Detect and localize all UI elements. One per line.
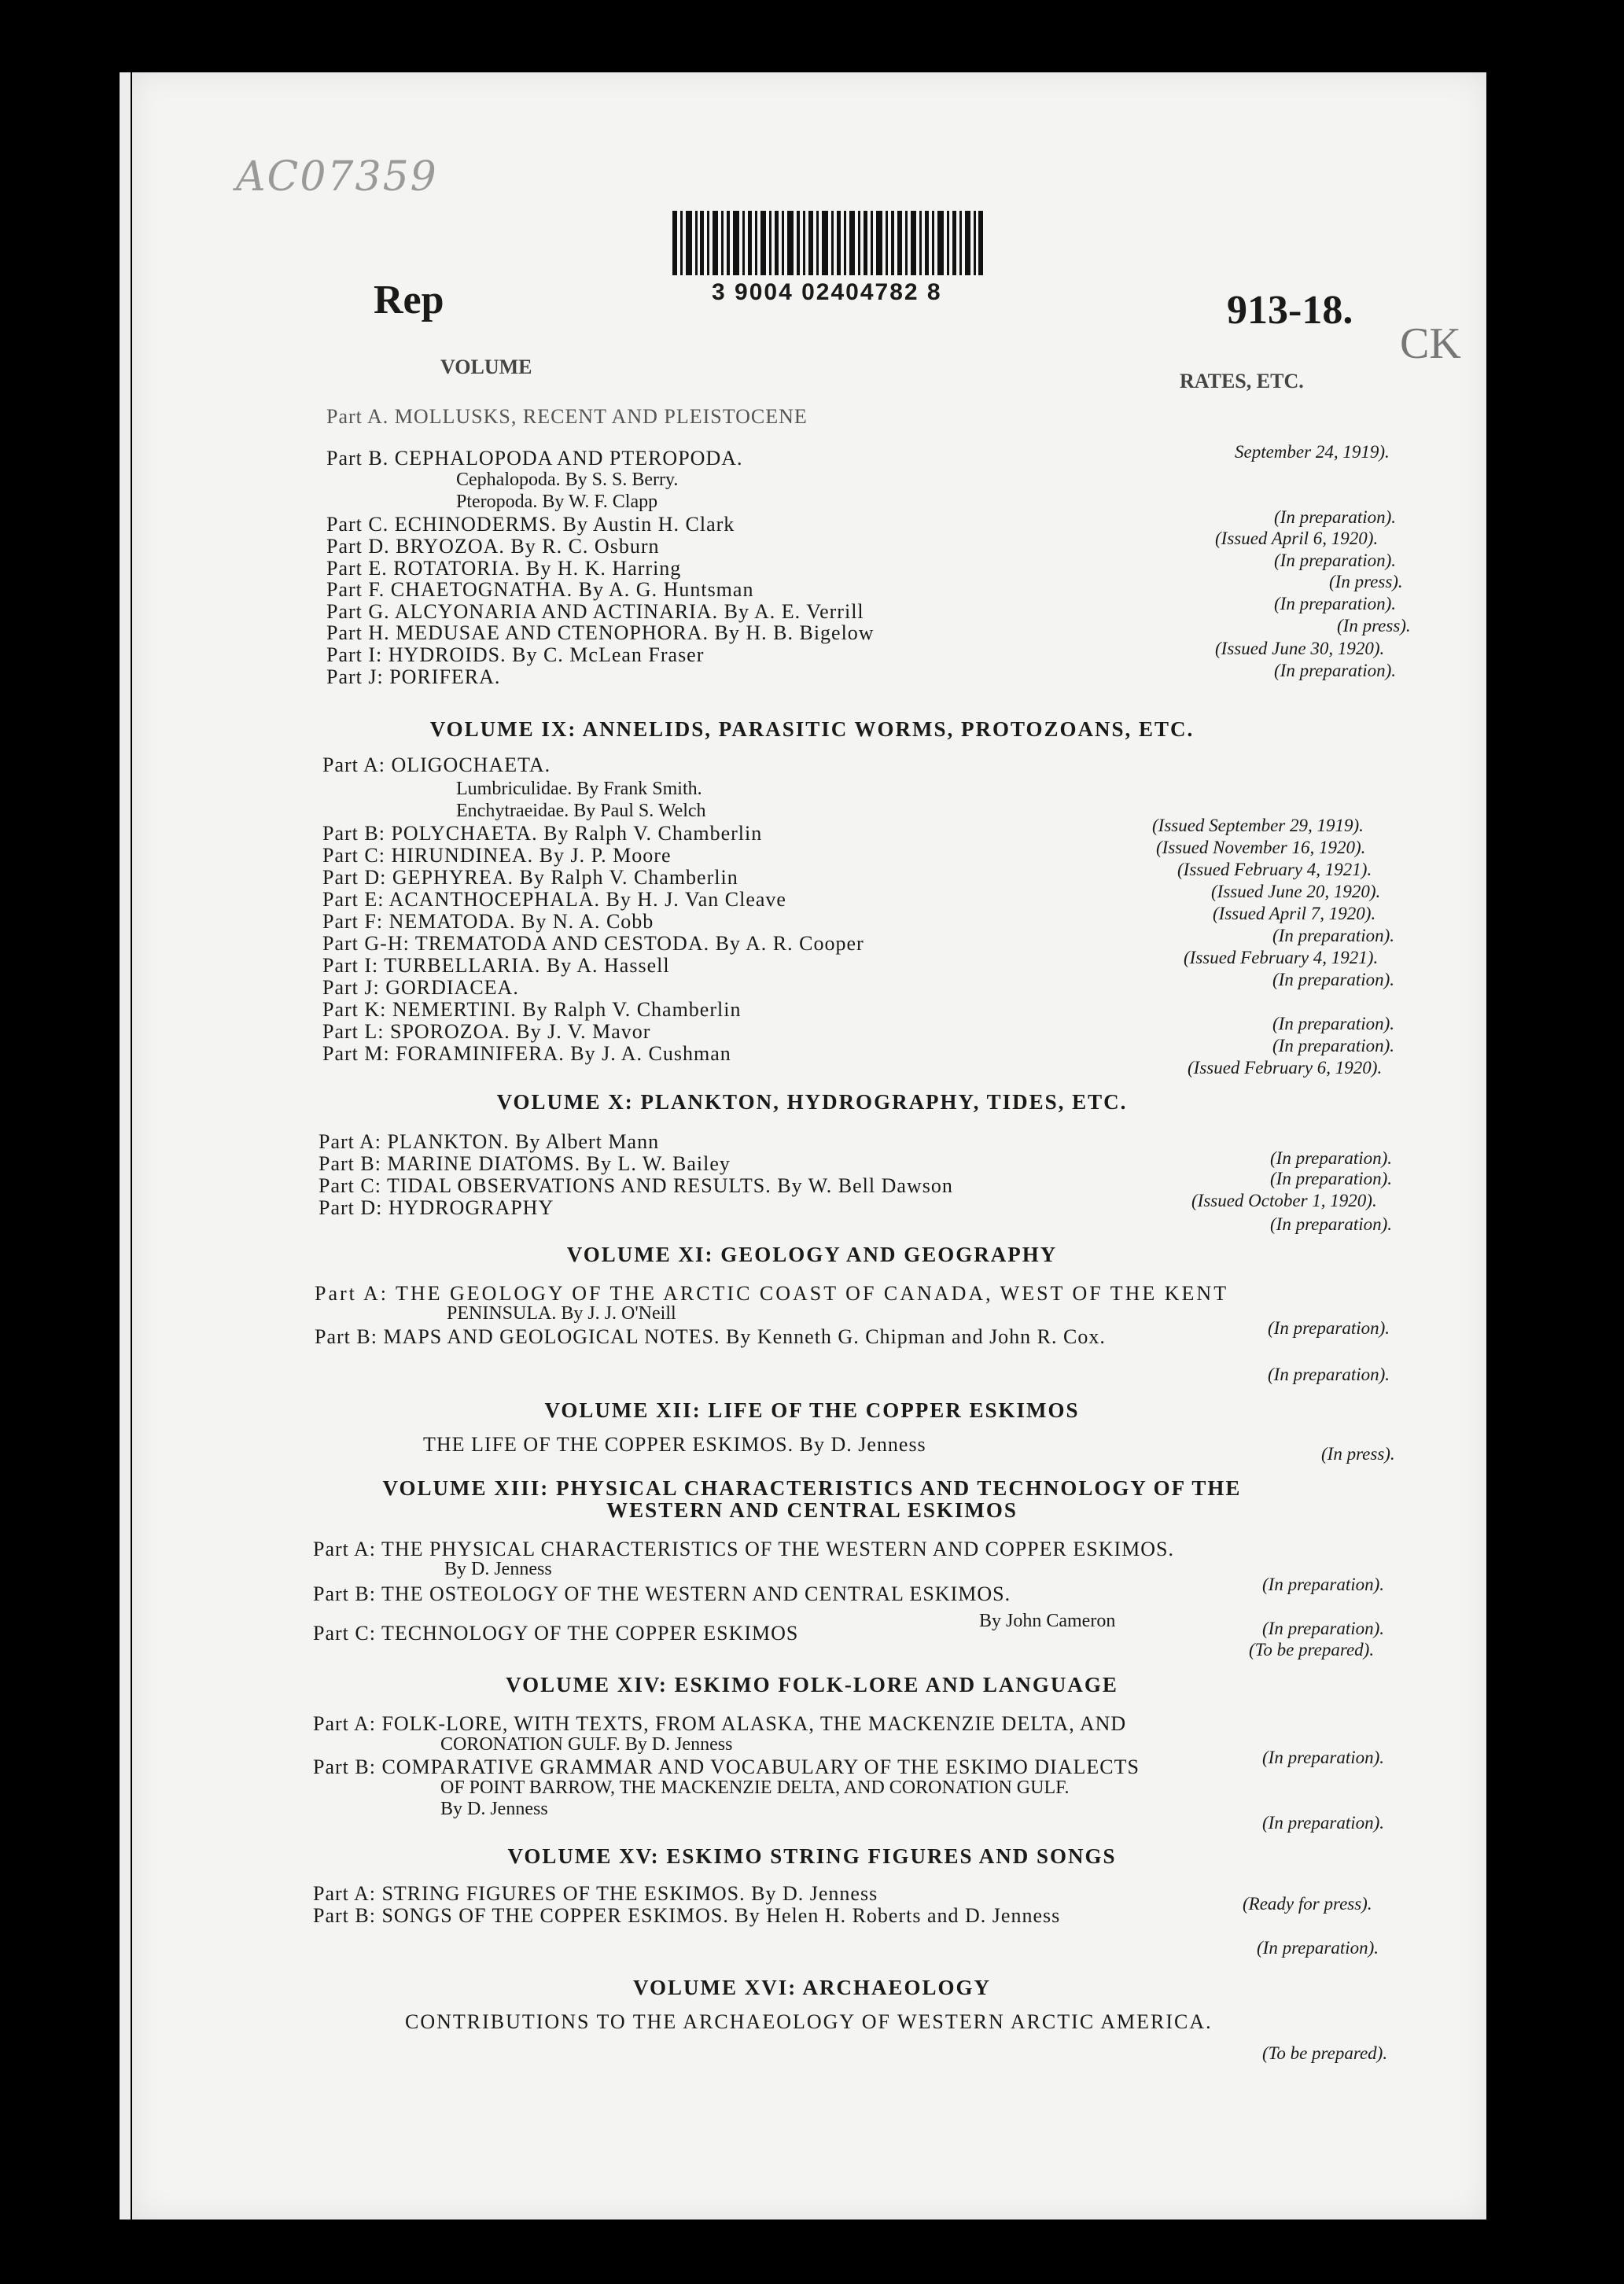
status-v9-e: (Issued April 7, 1920). [1213, 904, 1376, 923]
entry-v10-c: Part C: TIDAL OBSERVATIONS AND RESULTS. By W. Bell Dawson [319, 1174, 953, 1197]
sub-v8-b2: Pteropoda. By W. F. Clapp [456, 492, 658, 512]
entry-v13-a: Part A: THE PHYSICAL CHARACTERISTICS OF THE WESTERN AND COPPER ESKIMOS. [313, 1538, 1174, 1560]
volume-heading-xvi: VOLUME XVI: ARCHAEOLOGY [633, 1976, 991, 1999]
status-v11-a: (In preparation). [1268, 1318, 1390, 1338]
volume-heading-ix: VOLUME IX: ANNELIDS, PARASITIC WORMS, PROTOZOANS, ETC. [429, 717, 1195, 741]
status-v9-d: (Issued June 20, 1920). [1211, 882, 1381, 901]
sub-v14-a2: CORONATION GULF. By D. Jenness [440, 1734, 733, 1755]
entry-v11-b: Part B: MAPS AND GEOLOGICAL NOTES. By Kenneth G. Chipman and John R. Cox. [315, 1325, 1106, 1348]
entry-v9-e: Part E: ACANTHOCEPHALA. By H. J. Van Cleave [322, 888, 786, 911]
status-v8-f: (In preparation). [1274, 594, 1397, 613]
sub-v13-b2: By John Cameron [979, 1611, 1116, 1631]
page-title-right: 913-18. [1227, 288, 1353, 333]
entry-v14-a: Part A: FOLK-LORE, WITH TEXTS, FROM ALASKA, THE MACKENZIE DELTA, AND [313, 1712, 1127, 1735]
entry-v9-c: Part C: HIRUNDINEA. By J. P. Moore [322, 844, 672, 867]
entry-v11-a: Part A: THE GEOLOGY OF THE ARCTIC COAST OF CANADA, WEST OF THE KENT [315, 1282, 1229, 1305]
status-v12-a: (In press). [1321, 1444, 1395, 1464]
entry-v10-d: Part D: HYDROGRAPHY [319, 1196, 554, 1219]
entry-v13-b: Part B: THE OSTEOLOGY OF THE WESTERN AND CENTRAL ESKIMOS. [313, 1582, 1011, 1605]
status-v9-m: (Issued February 6, 1920). [1188, 1058, 1383, 1078]
sub-v14-b3: By D. Jenness [440, 1799, 548, 1819]
entry-v8-d: Part D. BRYOZOA. By R. C. Osburn [326, 535, 660, 558]
sub-v11-a2: PENINSULA. By J. J. O'Neill [447, 1303, 676, 1324]
status-v9-c: (Issued February 4, 1921). [1177, 860, 1372, 879]
status-v10-b: (In preparation). [1270, 1169, 1393, 1188]
status-v10-c: (Issued October 1, 1920). [1191, 1191, 1377, 1210]
sub-v13-a2: By D. Jenness [444, 1559, 552, 1579]
entry-v15-a: Part A: STRING FIGURES OF THE ESKIMOS. By D. Jenness [313, 1882, 878, 1905]
entry-v9-gh: Part G-H: TREMATODA AND CESTODA. By A. R. Cooper [322, 932, 864, 955]
entry-v9-b: Part B: POLYCHAETA. By Ralph V. Chamberlin [322, 822, 763, 845]
status-v9-b: (Issued November 16, 1920). [1156, 838, 1366, 857]
status-v8-e: (In press). [1329, 572, 1403, 591]
status-v10-a: (In preparation). [1270, 1148, 1393, 1168]
entry-v10-a: Part A: PLANKTON. By Albert Mann [319, 1130, 660, 1153]
barcode-icon [672, 211, 983, 275]
status-v9-i: (In preparation). [1272, 970, 1395, 989]
entry-v8-b: Part B. CEPHALOPODA AND PTEROPODA. [326, 447, 743, 470]
status-v8-i: (In preparation). [1274, 661, 1397, 680]
entry-v9-l: Part L: SPOROZOA. By J. V. Mavor [322, 1020, 651, 1043]
status-v15-b: (In preparation). [1257, 1938, 1379, 1958]
status-v14-b: (In preparation). [1262, 1813, 1385, 1833]
status-v14-a: (In preparation). [1262, 1748, 1385, 1767]
status-v13-b: (In preparation). [1262, 1619, 1385, 1638]
page-title-left: Rep [374, 278, 444, 322]
entry-v8-g: Part G. ALCYONARIA AND ACTINARIA. By A. E. Verrill [326, 600, 864, 623]
status-v8-c: (Issued April 6, 1920). [1215, 529, 1379, 548]
entry-v8-a: Part A. MOLLUSKS, RECENT AND PLEISTOCENE [326, 405, 808, 428]
entry-v15-b: Part B: SONGS OF THE COPPER ESKIMOS. By Helen H. Roberts and D. Jenness [313, 1904, 1061, 1927]
status-v13-a: (In preparation). [1262, 1575, 1385, 1594]
faded-heading-right: RATES, ETC. [1180, 370, 1304, 392]
status-v9-l: (In preparation). [1272, 1036, 1395, 1055]
status-v8-d: (In preparation). [1274, 551, 1397, 570]
volume-heading-xi: VOLUME XI: GEOLOGY AND GEOGRAPHY [566, 1243, 1058, 1266]
status-v9-gh: (Issued February 4, 1921). [1184, 948, 1379, 967]
sub-v14-b2: OF POINT BARROW, THE MACKENZIE DELTA, AND CORONATION GULF. [440, 1777, 1070, 1798]
status-v11-b: (In preparation). [1268, 1365, 1390, 1384]
status-v13-c: (To be prepared). [1249, 1640, 1375, 1660]
sub-v9-a2: Enchytraeidae. By Paul S. Welch [456, 801, 706, 821]
entry-v8-h: Part H. MEDUSAE AND CTENOPHORA. By H. B. Bigelow [326, 621, 875, 644]
entry-v9-k: Part K: NEMERTINI. By Ralph V. Chamberlin [322, 998, 742, 1021]
status-v9-a: (Issued September 29, 1919). [1152, 816, 1364, 835]
status-v16-a: (To be prepared). [1262, 2043, 1388, 2063]
entry-v8-j: Part J: PORIFERA. [326, 665, 501, 688]
status-v8-h: (Issued June 30, 1920). [1215, 639, 1385, 658]
status-v9-f: (In preparation). [1272, 926, 1395, 945]
pencil-mark: CK [1400, 319, 1461, 368]
status-v8-g: (In press). [1337, 616, 1411, 635]
entry-v8-f: Part F. CHAETOGNATHA. By A. G. Huntsman [326, 578, 754, 601]
entry-v9-f: Part F: NEMATODA. By N. A. Cobb [322, 910, 654, 933]
entry-v8-c: Part C. ECHINODERMS. By Austin H. Clark [326, 513, 735, 536]
barcode-number: 3 9004 02404782 8 [712, 279, 942, 305]
sub-v8-b1: Cephalopoda. By S. S. Berry. [456, 470, 679, 490]
sub-v9-a1: Lumbriculidae. By Frank Smith. [456, 779, 702, 799]
entry-v8-i: Part I: HYDROIDS. By C. McLean Fraser [326, 643, 705, 666]
entry-v9-d: Part D: GEPHYREA. By Ralph V. Chamberlin [322, 866, 738, 889]
page-edge [120, 72, 131, 2220]
volume-heading-x: VOLUME X: PLANKTON, HYDROGRAPHY, TIDES, ETC. [496, 1090, 1128, 1114]
entry-v12-a: THE LIFE OF THE COPPER ESKIMOS. By D. Jenness [423, 1433, 926, 1456]
volume-heading-xiv: VOLUME XIV: ESKIMO FOLK-LORE AND LANGUAGE [506, 1673, 1118, 1696]
handwritten-ms-number: AC07359 [236, 153, 438, 201]
status-v8-b: (In preparation). [1274, 507, 1397, 527]
volume-heading-xii: VOLUME XII: LIFE OF THE COPPER ESKIMOS [544, 1398, 1080, 1422]
faded-heading-left: VOLUME [440, 355, 532, 378]
entry-v16-a: CONTRIBUTIONS TO THE ARCHAEOLOGY OF WESTERN ARCTIC AMERICA. [405, 2010, 1213, 2033]
entry-v10-b: Part B: MARINE DIATOMS. By L. W. Bailey [319, 1152, 731, 1175]
volume-heading-xv: VOLUME XV: ESKIMO STRING FIGURES AND SONGS [507, 1844, 1117, 1868]
entry-v14-b: Part B: COMPARATIVE GRAMMAR AND VOCABULARY OF THE ESKIMO DIALECTS [313, 1755, 1140, 1778]
entry-v13-c: Part C: TECHNOLOGY OF THE COPPER ESKIMOS [313, 1622, 799, 1645]
entry-v9-i: Part I: TURBELLARIA. By A. Hassell [322, 954, 670, 977]
status-v10-d: (In preparation). [1270, 1214, 1393, 1234]
entry-v9-m: Part M: FORAMINIFERA. By J. A. Cushman [322, 1042, 731, 1065]
status-v8-a: September 24, 1919). [1235, 442, 1390, 462]
entry-v9-j: Part J: GORDIACEA. [322, 976, 519, 999]
volume-heading-xiii-line2: WESTERN AND CENTRAL ESKIMOS [606, 1498, 1018, 1522]
status-v9-k: (In preparation). [1272, 1014, 1395, 1033]
entry-v8-e: Part E. ROTATORIA. By H. K. Harring [326, 557, 682, 580]
volume-heading-xiii-line1: VOLUME XIII: PHYSICAL CHARACTERISTICS AND TECHNOLOGY OF THE [382, 1476, 1242, 1500]
status-v15-a: (Ready for press). [1243, 1894, 1372, 1914]
entry-v9-a: Part A: OLIGOCHAETA. [322, 753, 551, 776]
